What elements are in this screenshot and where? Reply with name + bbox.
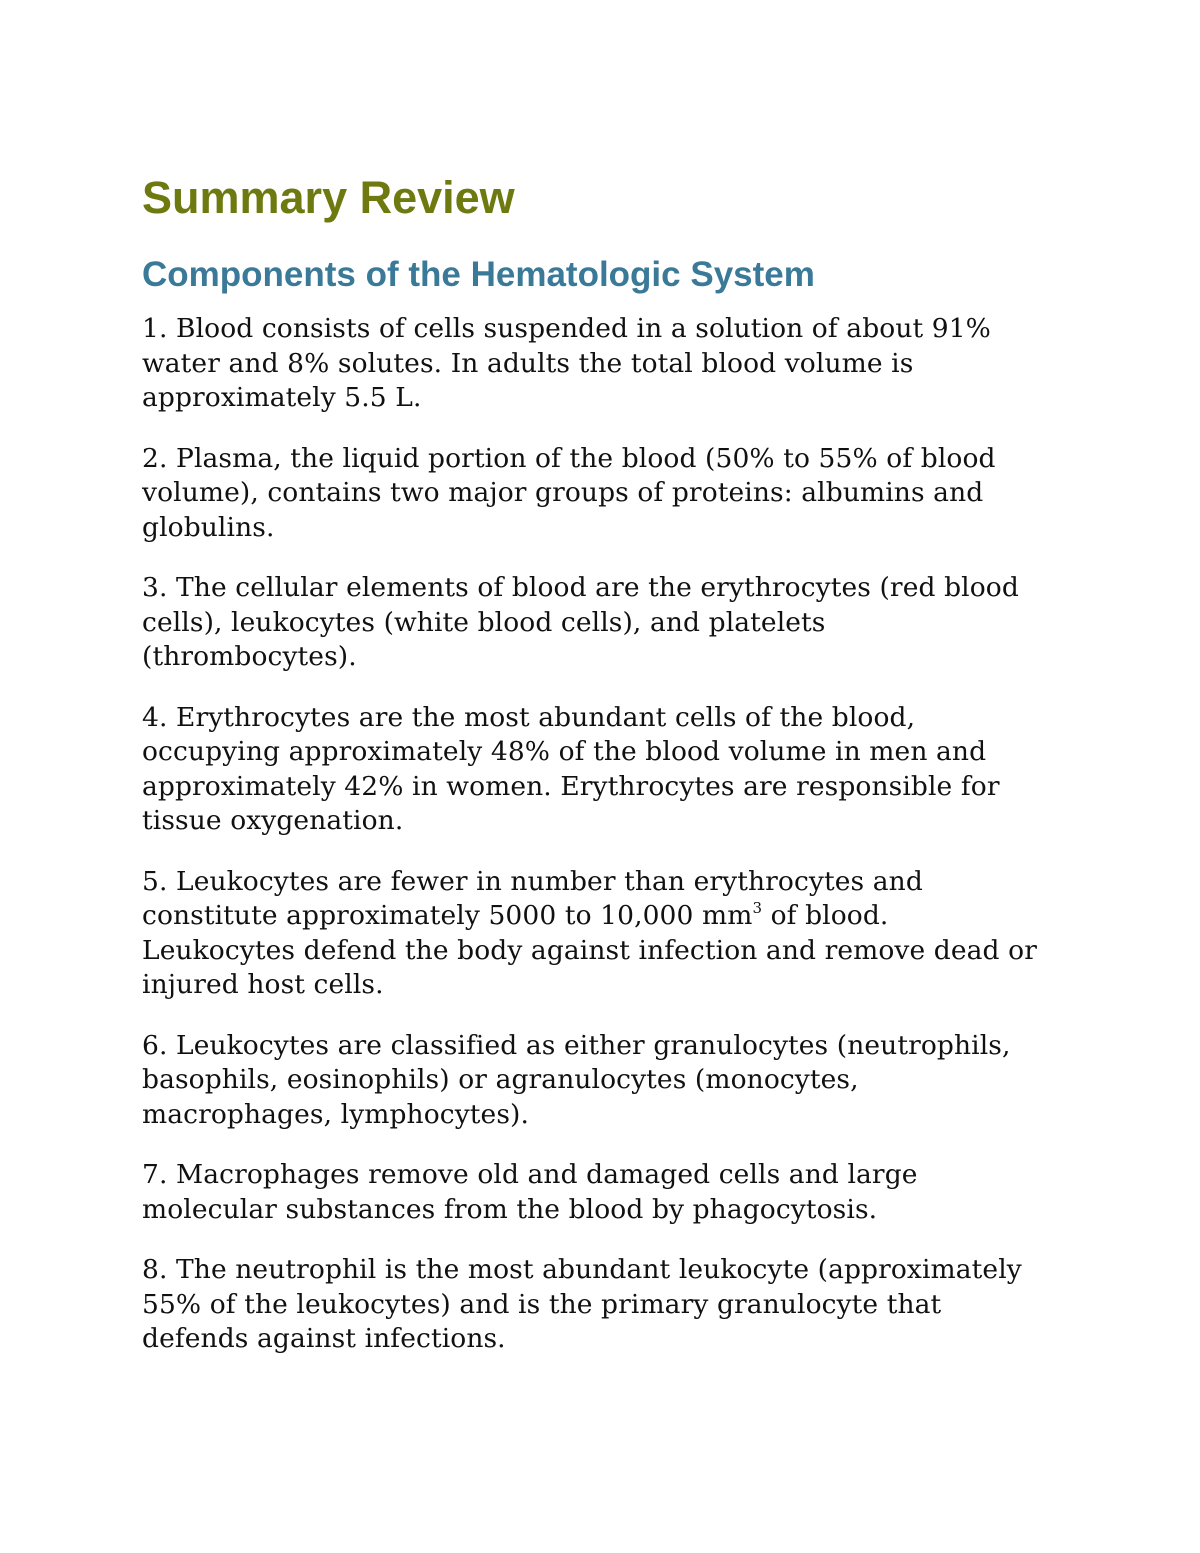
summary-item-7: 7. Macrophages remove old and damaged cells and large molecular substances from the blood by phagocytosis.: [142, 1159, 918, 1225]
summary-item-2: 2. Plasma, the liquid portion of the blood (50% to 55% of blood volume), contains two major groups of proteins: albumins and globulins.: [142, 442, 996, 543]
summary-item-1: 1. Blood consists of cells suspended in a solution of about 91% water and 8% solutes. In adults the total blood volume is approximately 5.5 L.: [142, 313, 991, 413]
summary-item-5-superscript: 3: [752, 899, 763, 917]
summary-item-3: 3. The cellular elements of blood are the erythrocytes (red blood cells), leukocytes (white blood cells), and platelets (thrombocytes).: [142, 572, 1019, 672]
summary-item-4: 4. Erythrocytes are the most abundant cells of the blood, occupying approximately 48% of the blood volume in men and approximately 42% in women. Erythrocytes are responsible for tissue oxygenation.: [142, 701, 1000, 836]
page-title: Summary Review: [142, 172, 515, 223]
document-page: [142, 168, 1042, 1383]
summary-item-8: 8. The neutrophil is the most abundant leukocyte (approximately 55% of the leukocytes) and is the primary granulocyte that defends against infections.: [142, 1254, 1022, 1354]
summary-item-5-text-before: 5. Leukocytes are fewer in number than erythrocytes and constitute approximately 5000 to 10,000 mm: [142, 865, 923, 931]
summary-item-5-text-after: of blood. Leukocytes defend the body against infection and remove dead or injured host cells.: [142, 900, 1037, 1000]
summary-item-6: 6. Leukocytes are classified as either granulocytes (neutrophils, basophils, eosinophils) or agranulocytes (monocytes, macrophages, lymphocytes).: [142, 1029, 1011, 1130]
section-heading: Components of the Hematologic System: [142, 255, 815, 294]
summary-item-5: [142, 865, 1042, 1003]
